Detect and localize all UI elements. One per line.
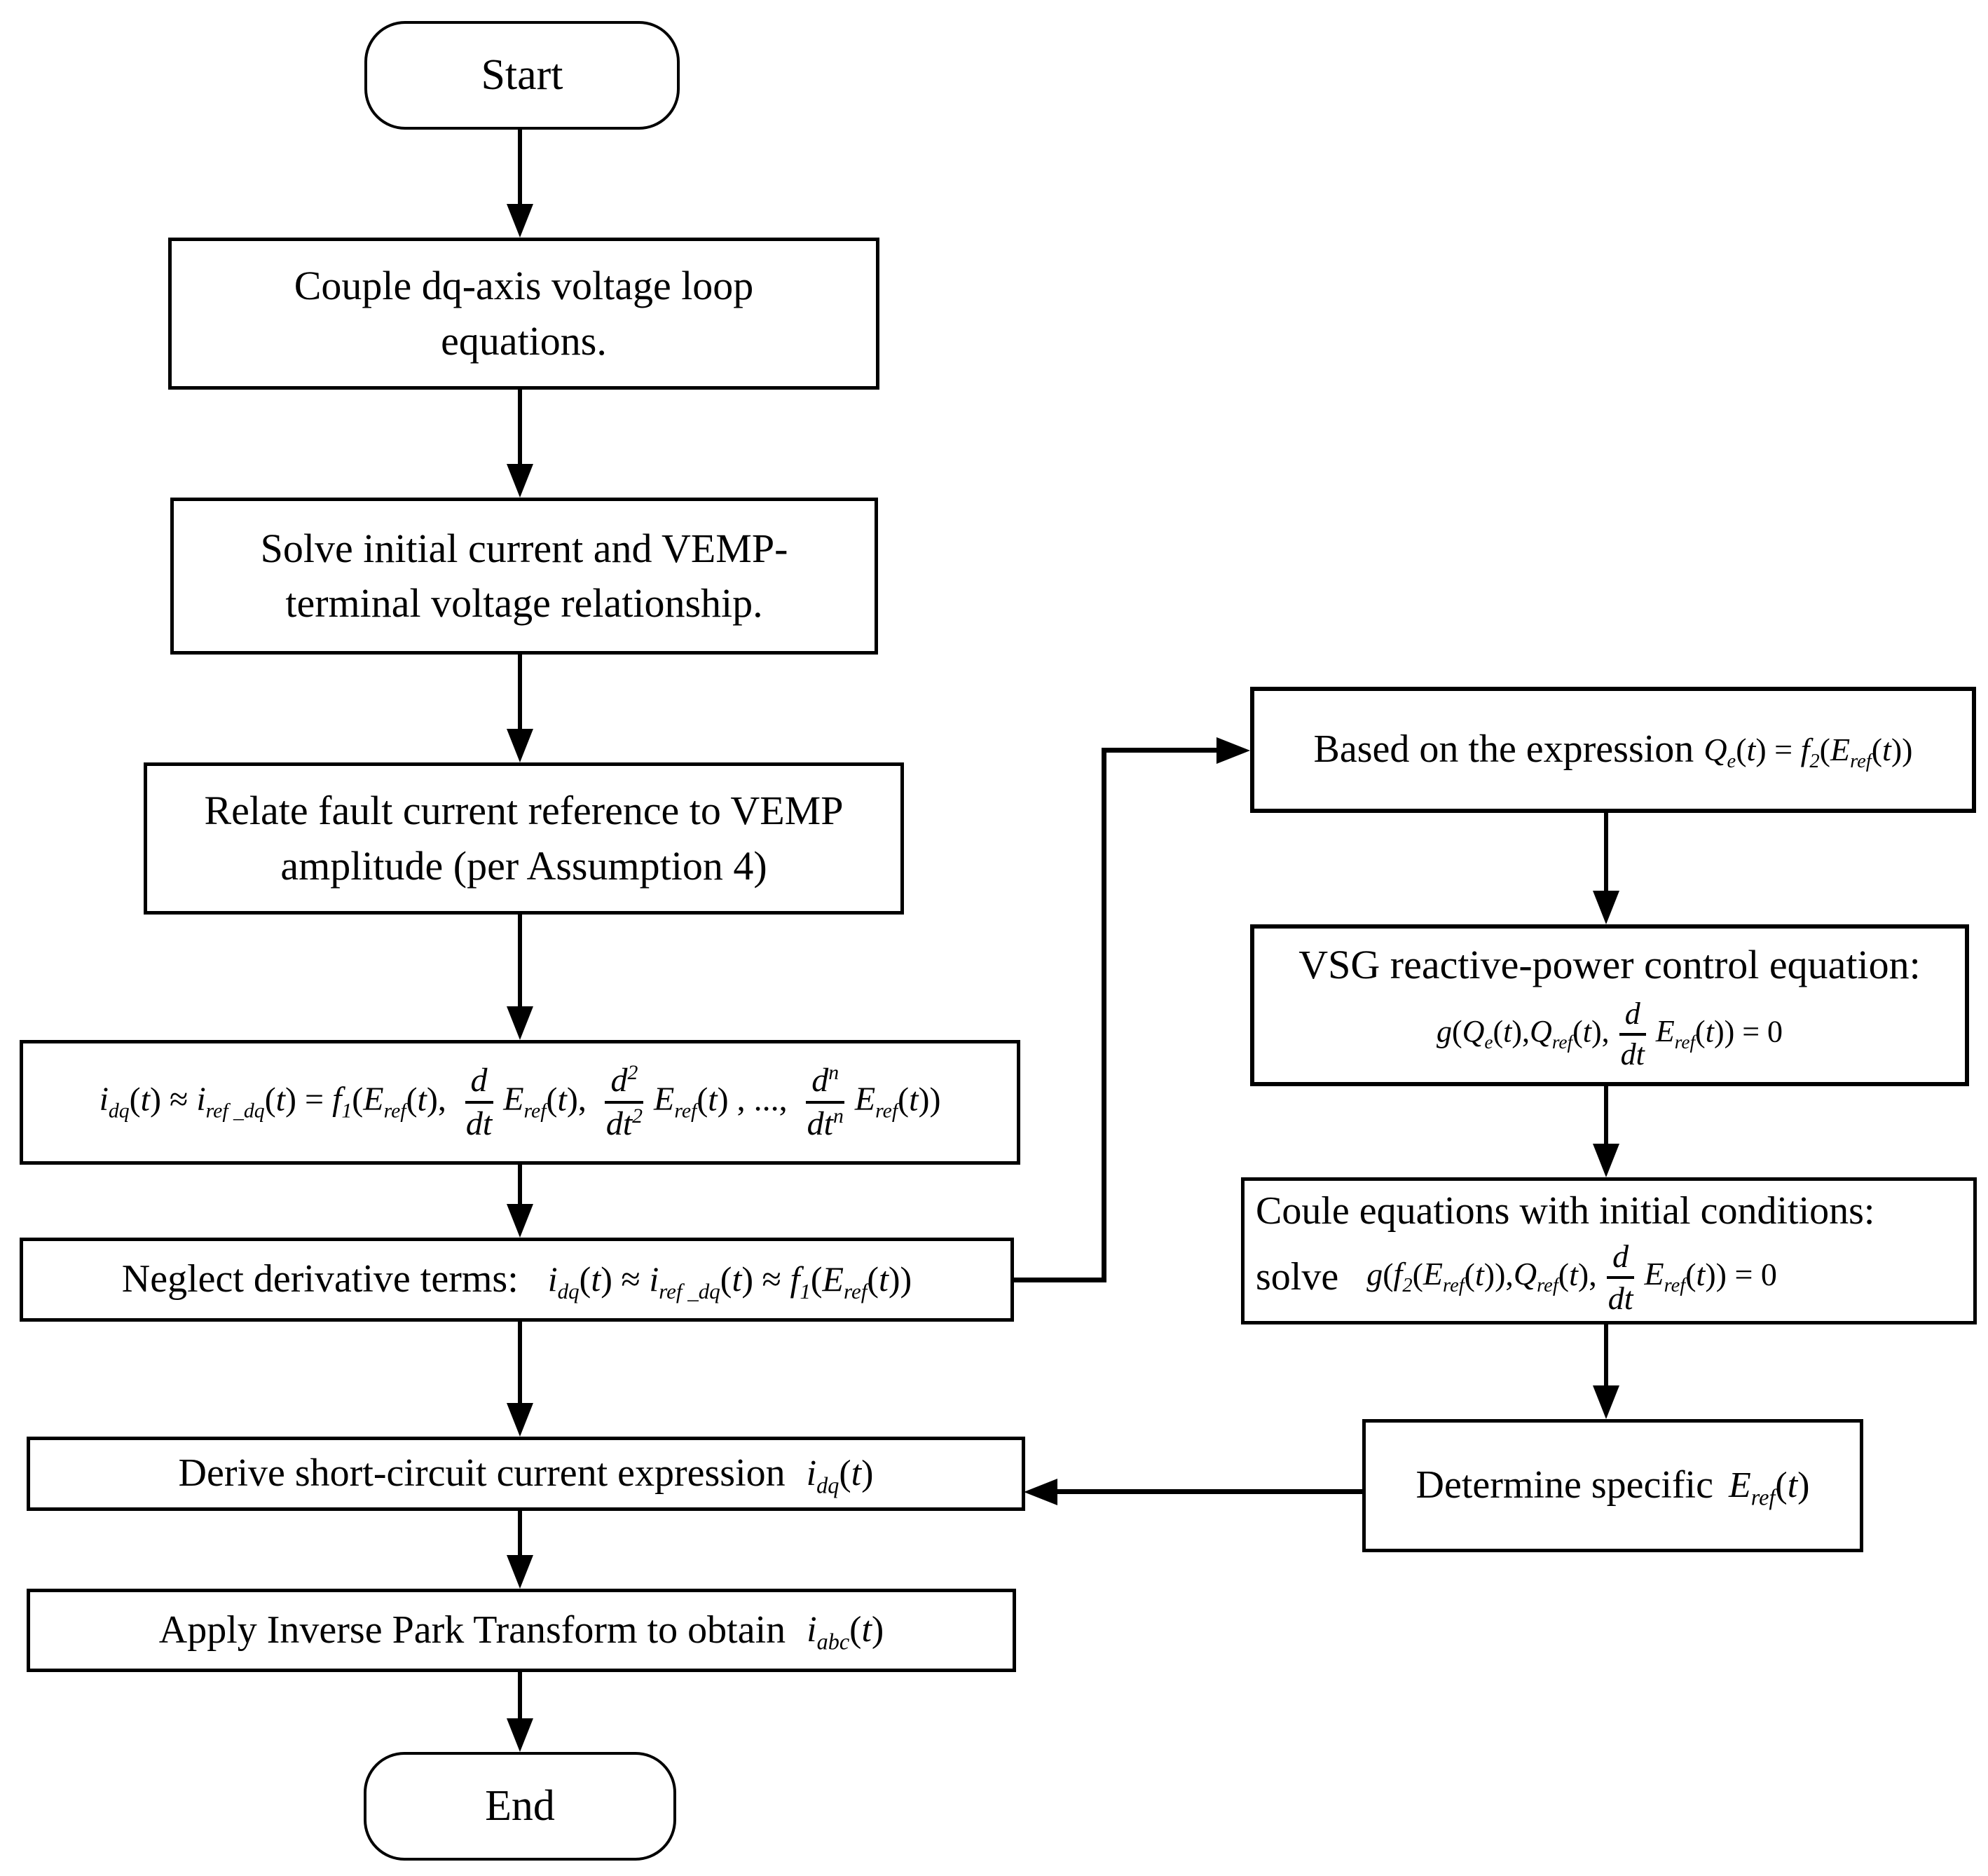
connector-neglect-to-based-h2 — [1102, 748, 1219, 753]
arrow-eqbox-to-neglect-head — [507, 1204, 533, 1238]
connector-neglect-to-based-h1 — [1014, 1278, 1106, 1282]
couple-equations-node — [168, 238, 879, 390]
arrow-coule-to-determine-shaft — [1604, 1324, 1608, 1387]
coule-line1: Coule equations with initial conditions: — [1256, 1189, 1875, 1233]
derive-label: Derive short-circuit current expression — [178, 1451, 786, 1495]
connector-determine-to-derive — [1057, 1489, 1362, 1494]
arrow-vsg-to-coule-shaft — [1604, 1086, 1608, 1145]
derive-short-circuit-node — [27, 1437, 1025, 1511]
arrow-solve-to-relate-head — [507, 729, 533, 762]
qe-equation: $Q_e(t) = f_2(E_{ref}(t))$ — [1703, 731, 1913, 773]
arrow-apply-to-end-shaft — [518, 1672, 522, 1720]
relate-line1: Relate fault current reference to VEMP — [204, 788, 844, 834]
apply-inverse-park-node — [27, 1589, 1016, 1672]
arrow-apply-to-end-head — [507, 1718, 533, 1752]
apply-label: Apply Inverse Park Transform to obtain — [158, 1608, 786, 1652]
vsg-reactive-power-node — [1250, 924, 1969, 1086]
arrow-neglect-to-derive-head — [507, 1403, 533, 1437]
arrow-based-to-vsg-shaft — [1604, 813, 1608, 892]
eref-equation: $E_{ref}(t)$ — [1728, 1465, 1810, 1510]
arrow-based-to-vsg-head — [1593, 891, 1619, 924]
connector-neglect-to-based-vertical — [1102, 748, 1106, 1282]
couple-initial-conditions-node — [1241, 1177, 1977, 1324]
iabc-equation: $i_{abc}(t)$ — [807, 1610, 884, 1655]
neglect-label: Neglect derivative terms: — [121, 1257, 519, 1301]
arrow-neglect-to-derive-shaft — [518, 1322, 522, 1404]
solve-initial-current-node — [170, 498, 878, 655]
couple-line1: Couple dq-axis voltage loop — [294, 263, 754, 309]
arrow-derive-to-apply-head — [507, 1555, 533, 1589]
start-label: Start — [481, 50, 563, 99]
vsg-equation: $g(Q_e(t),Q_{ref}(t)$, $\frac{d}{dt}$ $E_{ref}(t)) = 0$ — [1436, 997, 1783, 1072]
arrow-determine-to-derive-head — [1024, 1479, 1057, 1505]
arrow-vsg-to-coule-head — [1593, 1144, 1619, 1177]
arrow-couple-to-solve-shaft — [518, 390, 522, 465]
arrow-start-to-couple-shaft — [518, 129, 522, 206]
coule-solve-label: solve — [1256, 1255, 1339, 1299]
end-node — [364, 1752, 676, 1861]
neglect-equation: $i_{dq}(t) \approx i_{ref \_dq}(t) \approx f_1(E_{ref}(t))$ — [547, 1259, 912, 1304]
determine-label: Determine specific — [1415, 1463, 1713, 1507]
determine-eref-node — [1362, 1419, 1863, 1552]
arrow-solve-to-relate-shaft — [518, 655, 522, 730]
vsg-line1: VSG reactive-power control equation: — [1298, 942, 1921, 988]
solve-line2: terminal voltage relationship. — [285, 580, 763, 626]
start-node — [364, 21, 680, 130]
arrow-relate-to-eqbox-head — [507, 1006, 533, 1040]
arrow-derive-to-apply-shaft — [518, 1511, 522, 1556]
arrow-start-to-couple-head — [507, 204, 533, 238]
end-label: End — [485, 1781, 555, 1830]
relate-fault-current-node — [144, 762, 904, 915]
based-label: Based on the expression — [1313, 727, 1694, 772]
relate-line2: amplitude (per Assumption 4) — [280, 842, 767, 889]
arrow-neglect-to-based-head — [1216, 737, 1250, 764]
solve-line1: Solve initial current and VEMP- — [260, 525, 788, 571]
neglect-derivative-terms-node — [20, 1238, 1014, 1322]
couple-line2: equations. — [441, 317, 607, 364]
current-reference-equation-node — [20, 1040, 1020, 1165]
arrow-eqbox-to-neglect-shaft — [518, 1165, 522, 1205]
idq-equation: $i_{dq}(t)$ — [806, 1453, 874, 1498]
based-on-expression-node — [1250, 687, 1976, 813]
idq-full-equation: $i_{dq}(t) \approx i_{ref \_dq}(t) = f_1(E_{ref}(t)$, $\frac{d}{dt}$ $E_{ref}(t)$, $\frac{d^2}{dt^2}$ $E_{ref}(t)$ , ..., $\frac{d^n}{dt^n}$ $E_{ref}(t)$) — [99, 1060, 941, 1142]
coule-equation: $g(f_2(E_{ref}(t)),Q_{ref}(t)$, $\frac{d}{dt}$ $E_{ref}(t)) = 0$ — [1366, 1238, 1777, 1316]
arrow-relate-to-eqbox-shaft — [518, 915, 522, 1008]
arrow-coule-to-determine-head — [1593, 1385, 1619, 1419]
arrow-couple-to-solve-head — [507, 464, 533, 498]
